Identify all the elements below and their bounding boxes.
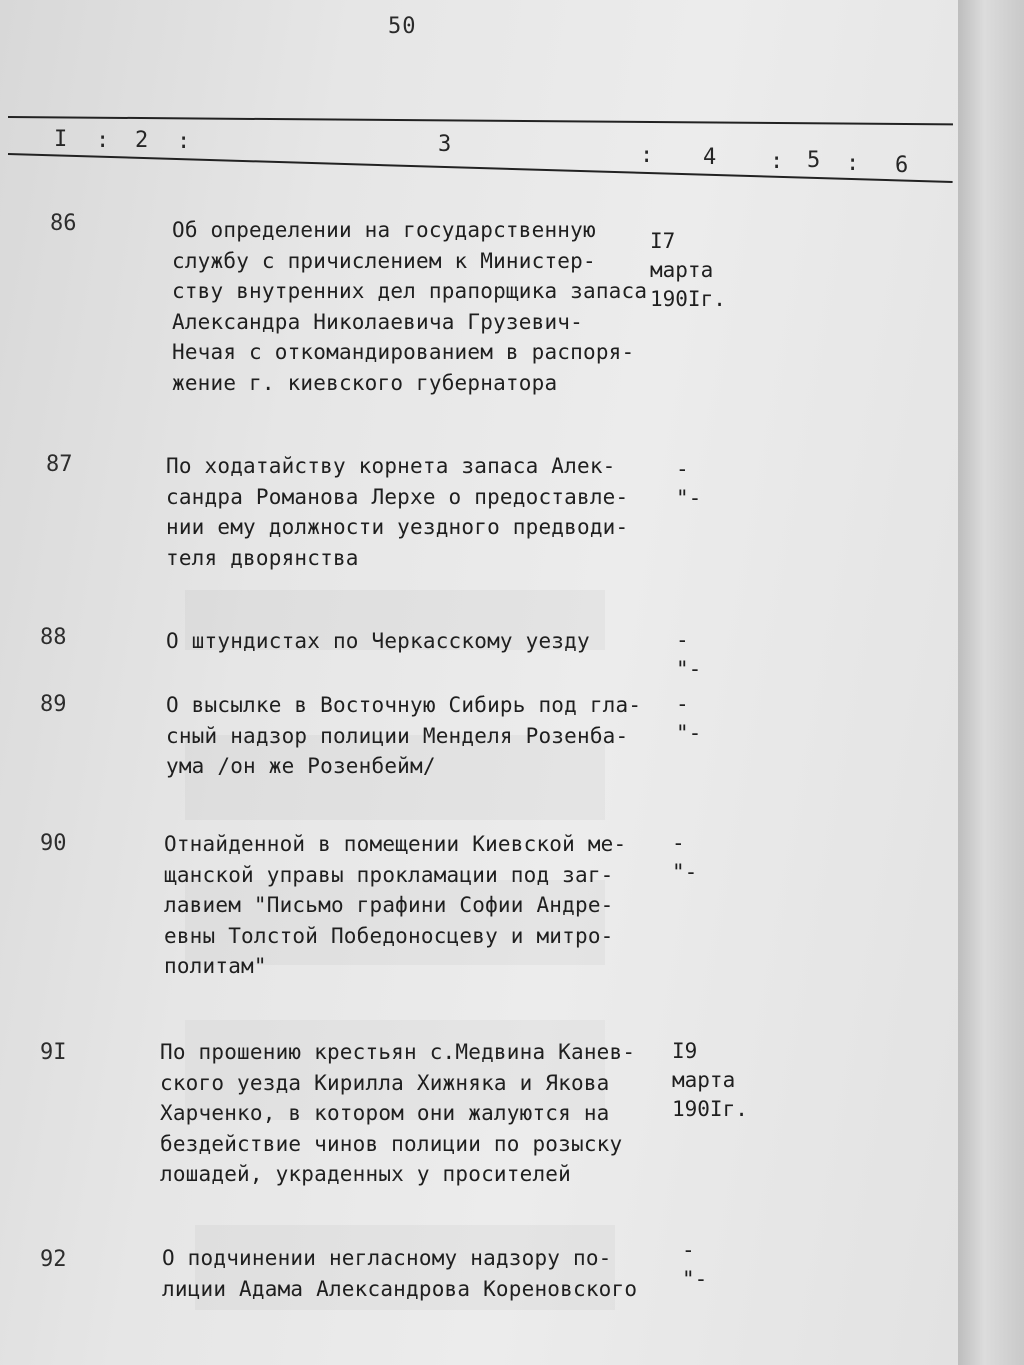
page-edge (958, 0, 1024, 1365)
entry-number: 92 (40, 1247, 67, 1272)
entry-date: -"- (682, 1238, 708, 1291)
entry-date: -"- (676, 628, 702, 681)
entry-number: 89 (40, 692, 67, 717)
column-header-6: 6 (895, 153, 909, 178)
column-header-3: 3 (438, 132, 452, 157)
column-separator: : (640, 143, 654, 168)
entry-text: О штундистах по Черкасскому уезду (166, 629, 590, 653)
column-header-4: 4 (703, 145, 717, 170)
entry-text: По прошению крестьян с.Медвина Канев- ского уезда Кирилла Хижняка и Якова Харченко, в котором они жалуются на бездействие чинов полиции по розыску лошадей, украденных у просителей (160, 1040, 636, 1186)
column-separator: : (177, 129, 191, 154)
entry-date: I7 марта 190Iг. (650, 229, 726, 311)
entry-number: 86 (50, 211, 77, 236)
column-separator: : (770, 149, 784, 174)
entry-text: Об определении на государственную службу с причислением к Министер- ству внутренних дел прапорщика запаса Александра Николаевича Грузевич- Нечая с откомандированием в распоря- жение г. киевского губернатора (172, 218, 648, 395)
entry-text: О высылке в Восточную Сибирь под гла- сный надзор полиции Менделя Розенба- ума /он же Розенбейм/ (166, 693, 642, 778)
entry-date: I9 марта 190Iг. (672, 1039, 748, 1121)
entry-date: -"- (676, 692, 702, 745)
entry-text: Отнайденной в помещении Киевской ме- щанской управы прокламации под заг- лавием "Письмо графини Софии Андре- евны Толстой Победоносцеву и митро- политам" (164, 832, 627, 978)
page-number: 50 (388, 14, 417, 39)
entry-date: -"- (672, 831, 698, 884)
entry-number: 88 (40, 625, 67, 650)
column-header-5: 5 (807, 148, 821, 173)
entry-number: 87 (46, 452, 73, 477)
column-header-1: I (54, 127, 68, 152)
entry-text: О подчинении негласному надзору по- лиции Адама Александрова Кореновского (162, 1246, 638, 1301)
column-header-2: 2 (135, 128, 149, 153)
entry-number: 9I (40, 1040, 67, 1065)
entry-number: 90 (40, 831, 67, 856)
column-separator: : (846, 151, 860, 176)
entry-text: По ходатайству корнета запаса Алек- сандра Романова Лерхе о предоставле- нии ему должности уездного предводи- теля дворянства (166, 454, 629, 570)
column-separator: : (96, 128, 110, 153)
entry-date: -"- (676, 457, 702, 510)
